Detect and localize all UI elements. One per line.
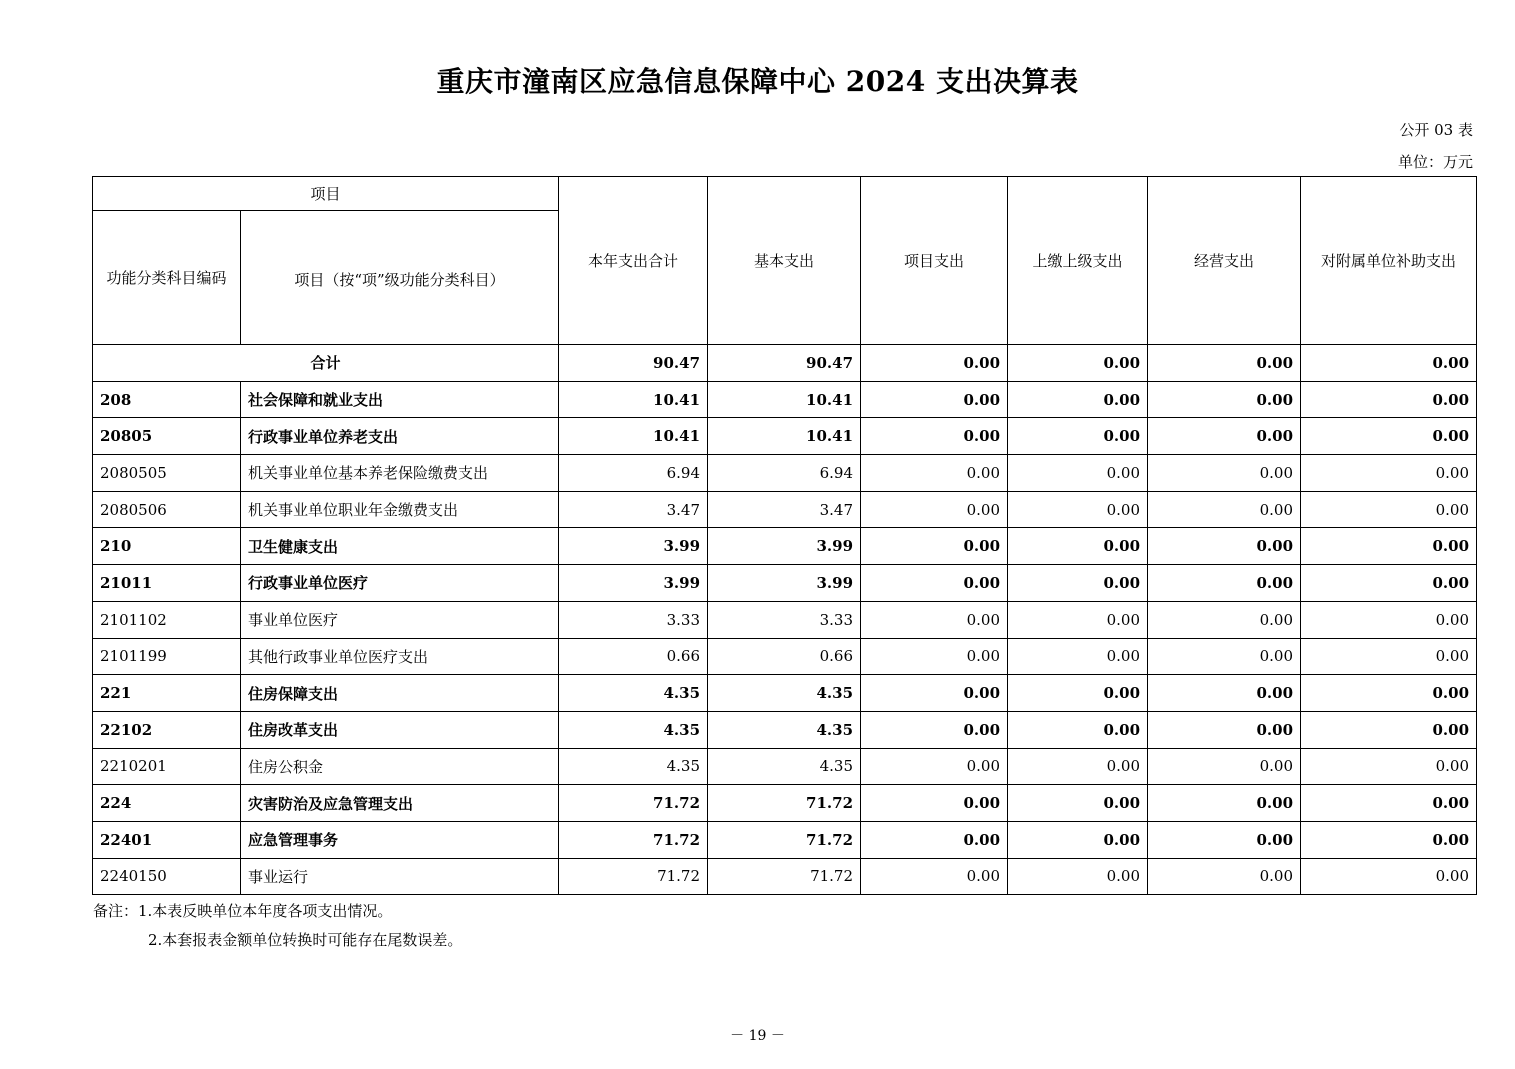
row-value: 0.00 <box>1301 711 1477 748</box>
row-value: 0.00 <box>1301 601 1477 638</box>
row-value: 0.00 <box>1008 711 1148 748</box>
row-code: 20805 <box>93 418 241 455</box>
row-value: 3.99 <box>559 565 708 602</box>
row-code: 2240150 <box>93 858 241 895</box>
row-value: 71.72 <box>708 785 861 822</box>
table-row <box>93 565 1477 602</box>
row-value: 3.47 <box>708 491 861 528</box>
row-value: 0.00 <box>1008 528 1148 565</box>
expenditure-table <box>92 176 1477 895</box>
row-value: 71.72 <box>559 785 708 822</box>
header-code: 功能分类科目编码 <box>93 211 241 345</box>
row-value: 4.35 <box>708 748 861 785</box>
row-value: 0.00 <box>1008 675 1148 712</box>
row-value: 0.00 <box>861 601 1008 638</box>
header-total: 本年支出合计 <box>559 177 708 345</box>
row-name: 其他行政事业单位医疗支出 <box>241 638 559 675</box>
row-name: 机关事业单位基本养老保险缴费支出 <box>241 455 559 492</box>
row-value: 0.00 <box>1148 785 1301 822</box>
row-value: 0.00 <box>1148 675 1301 712</box>
row-value: 0.00 <box>1148 638 1301 675</box>
row-value: 0.00 <box>861 381 1008 418</box>
table-row <box>93 821 1477 858</box>
row-value: 0.00 <box>1008 418 1148 455</box>
table-row <box>93 858 1477 895</box>
page-title: 重庆市潼南区应急信息保障中心 2024 支出决算表 <box>436 65 1079 98</box>
row-value: 0.00 <box>1301 418 1477 455</box>
row-code: 21011 <box>93 565 241 602</box>
header-project: 项目 <box>93 177 559 211</box>
header-subsidy: 对附属单位补助支出 <box>1301 177 1477 345</box>
row-value: 3.99 <box>708 528 861 565</box>
row-name: 机关事业单位职业年金缴费支出 <box>241 491 559 528</box>
row-value: 0.00 <box>1301 455 1477 492</box>
row-value: 0.00 <box>861 491 1008 528</box>
row-value: 0.00 <box>1148 528 1301 565</box>
row-value: 4.35 <box>559 675 708 712</box>
row-value: 10.41 <box>559 418 708 455</box>
row-name: 行政事业单位养老支出 <box>241 418 559 455</box>
row-value: 4.35 <box>559 748 708 785</box>
row-code: 208 <box>93 381 241 418</box>
row-value: 0.00 <box>861 638 1008 675</box>
row-value: 4.35 <box>708 675 861 712</box>
row-value: 10.41 <box>708 381 861 418</box>
row-value: 0.00 <box>1301 821 1477 858</box>
row-value: 4.35 <box>559 711 708 748</box>
table-row <box>93 675 1477 712</box>
page-number: － 19 － <box>730 1028 785 1044</box>
row-value: 0.00 <box>1301 675 1477 712</box>
row-code: 2210201 <box>93 748 241 785</box>
row-code: 221 <box>93 675 241 712</box>
table-row <box>93 601 1477 638</box>
row-value: 3.47 <box>559 491 708 528</box>
row-value: 0.00 <box>1301 858 1477 895</box>
total-value: 0.00 <box>1148 345 1301 382</box>
header-basic: 基本支出 <box>708 177 861 345</box>
row-name: 事业运行 <box>241 858 559 895</box>
row-code: 22102 <box>93 711 241 748</box>
table-row <box>93 711 1477 748</box>
row-name: 事业单位医疗 <box>241 601 559 638</box>
row-code: 2101199 <box>93 638 241 675</box>
row-code: 210 <box>93 528 241 565</box>
row-value: 0.00 <box>1008 748 1148 785</box>
notes <box>93 897 462 955</box>
note-line-1: 备注：1.本表反映单位本年度各项支出情况。 <box>93 902 393 920</box>
row-value: 0.00 <box>861 748 1008 785</box>
row-code: 2080506 <box>93 491 241 528</box>
table-row <box>93 381 1477 418</box>
table-row <box>93 455 1477 492</box>
row-value: 0.00 <box>861 821 1008 858</box>
row-value: 0.00 <box>1301 748 1477 785</box>
row-value: 6.94 <box>708 455 861 492</box>
total-value: 90.47 <box>559 345 708 382</box>
row-value: 3.33 <box>559 601 708 638</box>
row-name: 住房改革支出 <box>241 711 559 748</box>
row-value: 0.00 <box>1301 381 1477 418</box>
note-line-2: 2.本套报表金额单位转换时可能存在尾数误差。 <box>148 931 463 949</box>
row-value: 0.00 <box>1148 491 1301 528</box>
row-value: 0.00 <box>1148 381 1301 418</box>
row-name: 应急管理事务 <box>241 821 559 858</box>
total-row <box>93 345 1477 382</box>
row-value: 0.00 <box>1301 638 1477 675</box>
table-row <box>93 528 1477 565</box>
row-value: 0.00 <box>1008 785 1148 822</box>
table-row <box>93 418 1477 455</box>
row-value: 3.99 <box>559 528 708 565</box>
row-value: 0.00 <box>861 785 1008 822</box>
header-project-expenditure: 项目支出 <box>861 177 1008 345</box>
table-row <box>93 491 1477 528</box>
row-code: 2101102 <box>93 601 241 638</box>
row-value: 0.00 <box>1008 601 1148 638</box>
row-value: 0.00 <box>1008 381 1148 418</box>
row-value: 0.00 <box>1148 858 1301 895</box>
row-value: 0.66 <box>708 638 861 675</box>
row-value: 0.66 <box>559 638 708 675</box>
row-value: 0.00 <box>1008 858 1148 895</box>
row-name: 行政事业单位医疗 <box>241 565 559 602</box>
row-value: 0.00 <box>1148 601 1301 638</box>
row-value: 0.00 <box>861 528 1008 565</box>
total-value: 90.47 <box>708 345 861 382</box>
row-value: 0.00 <box>861 565 1008 602</box>
row-name: 住房公积金 <box>241 748 559 785</box>
row-value: 0.00 <box>1008 491 1148 528</box>
row-value: 0.00 <box>861 418 1008 455</box>
row-name: 灾害防治及应急管理支出 <box>241 785 559 822</box>
row-value: 10.41 <box>708 418 861 455</box>
row-code: 2080505 <box>93 455 241 492</box>
header-name: 项目（按“项”级功能分类科目） <box>241 211 559 345</box>
total-value: 0.00 <box>1301 345 1477 382</box>
row-name: 社会保障和就业支出 <box>241 381 559 418</box>
row-value: 0.00 <box>861 858 1008 895</box>
row-value: 0.00 <box>1148 821 1301 858</box>
total-value: 0.00 <box>1008 345 1148 382</box>
row-code: 22401 <box>93 821 241 858</box>
row-value: 71.72 <box>559 858 708 895</box>
form-number: 公开 03 表 <box>1399 121 1473 139</box>
total-value: 0.00 <box>861 345 1008 382</box>
row-value: 3.99 <box>708 565 861 602</box>
table-row <box>93 748 1477 785</box>
row-value: 71.72 <box>708 858 861 895</box>
row-value: 0.00 <box>1148 565 1301 602</box>
header-upper-payment: 上缴上级支出 <box>1008 177 1148 345</box>
row-value: 0.00 <box>1301 785 1477 822</box>
row-value: 0.00 <box>1301 491 1477 528</box>
row-value: 4.35 <box>708 711 861 748</box>
table-row <box>93 785 1477 822</box>
row-code: 224 <box>93 785 241 822</box>
row-value: 71.72 <box>559 821 708 858</box>
header-business: 经营支出 <box>1148 177 1301 345</box>
row-name: 住房保障支出 <box>241 675 559 712</box>
row-value: 0.00 <box>1148 455 1301 492</box>
unit-label: 单位：万元 <box>1397 153 1473 171</box>
table-row <box>93 638 1477 675</box>
row-value: 0.00 <box>1008 821 1148 858</box>
row-value: 3.33 <box>708 601 861 638</box>
row-value: 0.00 <box>1301 565 1477 602</box>
row-value: 10.41 <box>559 381 708 418</box>
row-value: 0.00 <box>1301 528 1477 565</box>
row-value: 0.00 <box>1008 638 1148 675</box>
row-value: 0.00 <box>1148 748 1301 785</box>
row-value: 0.00 <box>1008 455 1148 492</box>
row-value: 0.00 <box>861 675 1008 712</box>
row-value: 0.00 <box>861 455 1008 492</box>
row-value: 71.72 <box>708 821 861 858</box>
row-value: 6.94 <box>559 455 708 492</box>
row-value: 0.00 <box>1148 418 1301 455</box>
total-label: 合计 <box>93 345 559 382</box>
row-value: 0.00 <box>1148 711 1301 748</box>
row-value: 0.00 <box>861 711 1008 748</box>
row-name: 卫生健康支出 <box>241 528 559 565</box>
row-value: 0.00 <box>1008 565 1148 602</box>
